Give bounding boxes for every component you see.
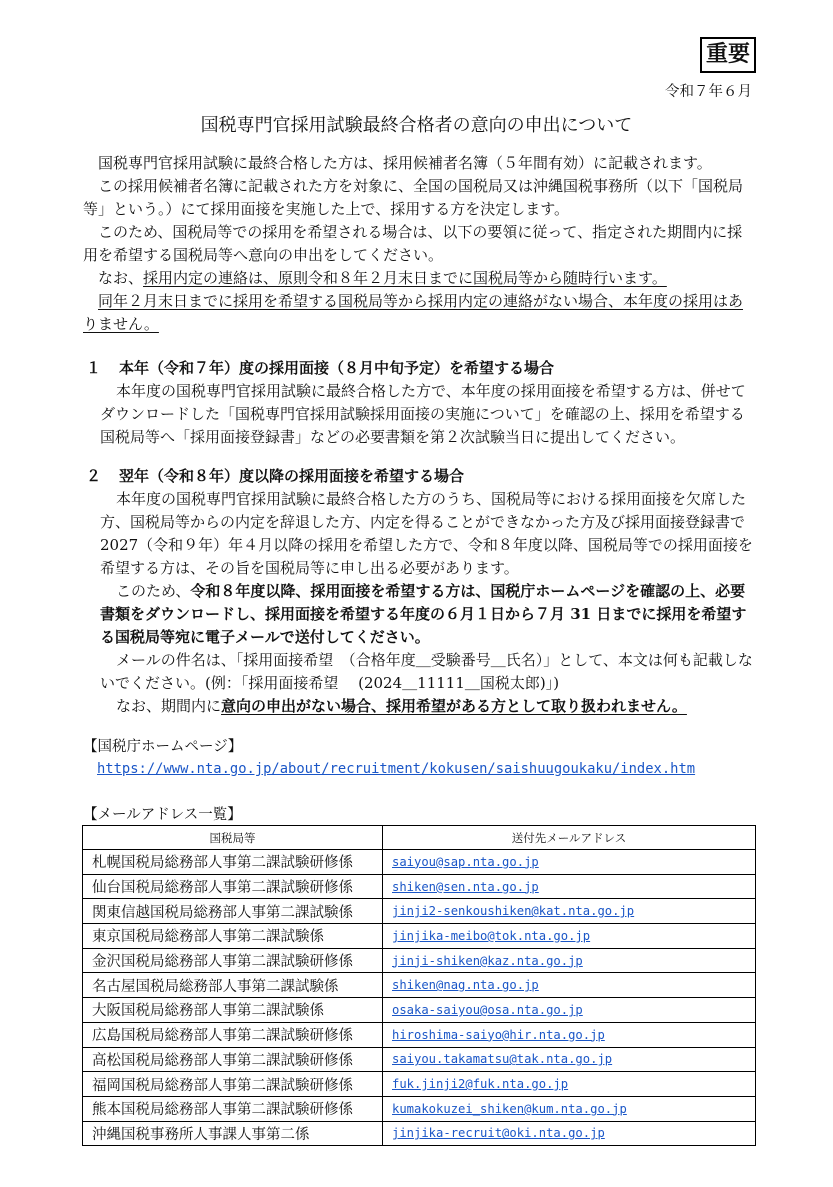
email-cell: [383, 924, 756, 949]
document-date: 令和７年６月: [665, 84, 752, 100]
bold-underlined-warning: 意向の申出がない場合、採用希望がある方として取り扱われません。: [221, 697, 687, 715]
section-paragraph: [100, 695, 755, 718]
underlined-notice: 同年２月末日までに採用を希望する国税局等から採用内定の連絡がない場合、本年度の採用はありません。: [83, 292, 744, 333]
table-row: [83, 973, 756, 998]
email-cell: [383, 1072, 756, 1097]
email-link[interactable]: jinjika-meibo@tok.nta.go.jp: [392, 928, 591, 943]
email-link[interactable]: fuk.jinji2@fuk.nta.go.jp: [392, 1077, 569, 1092]
office-name: 沖縄国税事務所人事課人事第二係: [83, 1121, 383, 1146]
column-header: 国税局等: [83, 826, 383, 850]
table-row: [83, 1022, 756, 1047]
table-row: [83, 1096, 756, 1121]
table-row: [83, 948, 756, 973]
table-row: [83, 1072, 756, 1097]
table-header-row: [83, 826, 756, 850]
email-cell: [383, 973, 756, 998]
office-name: 名古屋国税局総務部人事第二課試験係: [83, 973, 383, 998]
intro-text: なお、: [98, 269, 144, 287]
section-text: このため、: [116, 582, 191, 600]
email-cell: [383, 850, 756, 875]
homepage-label: 【国税庁ホームページ】: [83, 739, 243, 755]
section-2: [83, 465, 755, 718]
intro-paragraph: [83, 267, 755, 290]
office-name: 金沢国税局総務部人事第二課試験研修係: [83, 948, 383, 973]
email-cell: [383, 1022, 756, 1047]
underlined-notice: 採用内定の連絡は、原則令和８年２月末日までに国税局等から随時行います。: [143, 269, 667, 287]
homepage-link[interactable]: https://www.nta.go.jp/about/recruitment/kokusen/saishuugoukaku/index.htm: [97, 761, 696, 777]
section-heading: [83, 357, 755, 380]
email-link[interactable]: shiken@nag.nta.go.jp: [392, 978, 539, 993]
section-heading-text: 本年（令和７年）度の採用面接（８月中旬予定）を希望する場合: [119, 359, 555, 377]
email-cell: [383, 1047, 756, 1072]
email-link[interactable]: shiken@sen.nta.go.jp: [392, 879, 539, 894]
email-cell: [383, 1121, 756, 1146]
office-name: 大阪国税局総務部人事第二課試験係: [83, 998, 383, 1023]
section-paragraph: メールの件名は、「採用面接希望 （合格年度＿受験番号＿氏名）」として、本文は何も記載しないでください。(例：「採用面接希望 (2024＿11111＿国税太郎)」): [100, 651, 753, 692]
email-cell: [383, 1096, 756, 1121]
page-title: 国税専門官採用試験最終合格者の意向の申出について: [200, 115, 633, 136]
email-link[interactable]: jinji-shiken@kaz.nta.go.jp: [392, 953, 583, 968]
office-name: 札幌国税局総務部人事第二課試験研修係: [83, 850, 383, 875]
email-cell: [383, 948, 756, 973]
section-1: [83, 357, 755, 449]
email-link[interactable]: osaka-saiyou@osa.nta.go.jp: [392, 1002, 583, 1017]
section-heading: [83, 465, 755, 488]
email-link[interactable]: saiyou@sap.nta.go.jp: [392, 854, 539, 869]
section-number: ２: [86, 467, 102, 485]
office-name: 東京国税局総務部人事第二課試験係: [83, 924, 383, 949]
office-name: 高松国税局総務部人事第二課試験研修係: [83, 1047, 383, 1072]
office-name: 熊本国税局総務部人事第二課試験研修係: [83, 1096, 383, 1121]
office-name: 福岡国税局総務部人事第二課試験研修係: [83, 1072, 383, 1097]
bold-instruction: 令和８年度以降、採用面接を希望する方は、国税庁ホームページを確認の上、必要書類をダウンロードし、採用面接を希望する年度の６月１日から７月 31 日までに採用を希望する国税局等宛に電子メールで送付してください。: [100, 582, 747, 646]
important-badge: 重要: [700, 37, 756, 73]
mail-address-table: [82, 825, 756, 1146]
mail-list-label: 【メールアドレス一覧】: [83, 807, 242, 823]
table-row: [83, 1047, 756, 1072]
email-cell: [383, 998, 756, 1023]
email-link[interactable]: kumakokuzei_shiken@kum.nta.go.jp: [392, 1101, 627, 1116]
email-link[interactable]: saiyou.takamatsu@tak.nta.go.jp: [392, 1052, 613, 1067]
table-row: [83, 1121, 756, 1146]
section-text: なお、期間内に: [116, 697, 222, 715]
section-paragraph: 本年度の国税専門官採用試験に最終合格した方のうち、国税局等における採用面接を欠席した方、国税局等からの内定を辞退した方、内定を得ることができなかった方及び採用面接登録書で 2027（令和９年）年４月以降の採用を希望した方で、令和８年度以降、国税局等での採用面接を希望する方は、その旨を国税局等に申し出る必要があります。: [100, 490, 753, 577]
email-link[interactable]: jinjika-recruit@oki.nta.go.jp: [392, 1126, 605, 1141]
email-cell: [383, 874, 756, 899]
section-paragraph: [100, 580, 755, 649]
section-paragraph: 本年度の国税専門官採用試験に最終合格した方で、本年度の採用面接を希望する方は、併せてダウンロードした「国税専門官採用試験採用面接の実施について」を確認の上、採用を希望する国税局等へ「採用面接登録書」などの必要書類を第２次試験当日に提出してください。: [100, 382, 746, 446]
table-row: [83, 874, 756, 899]
email-link[interactable]: hiroshima-saiyo@hir.nta.go.jp: [392, 1027, 605, 1042]
email-cell: [383, 899, 756, 924]
intro-paragraph: [83, 290, 755, 336]
table-row: [83, 899, 756, 924]
office-name: 関東信越国税局総務部人事第二課試験係: [83, 899, 383, 924]
section-heading-text: 翌年（令和８年）度以降の採用面接を希望する場合: [119, 467, 465, 485]
section-number: １: [86, 359, 102, 377]
office-name: 広島国税局総務部人事第二課試験研修係: [83, 1022, 383, 1047]
office-name: 仙台国税局総務部人事第二課試験研修係: [83, 874, 383, 899]
intro-paragraph: この採用候補者名簿に記載された方を対象に、全国の国税局又は沖縄国税事務所（以下「国税局等」という。）にて採用面接を実施した上で、採用する方を決定します。: [83, 177, 744, 218]
intro-paragraph: このため、国税局等での採用を希望される場合は、以下の要領に従って、指定された期間内に採用を希望する国税局等へ意向の申出をしてください。: [83, 223, 743, 264]
table-row: [83, 924, 756, 949]
email-link[interactable]: jinji2-senkoushiken@kat.nta.go.jp: [392, 904, 635, 919]
column-header: 送付先メールアドレス: [383, 826, 756, 850]
table-row: [83, 998, 756, 1023]
intro-section: [83, 152, 755, 336]
table-row: [83, 850, 756, 875]
intro-paragraph: 国税専門官採用試験に最終合格した方は、採用候補者名簿（５年間有効）に記載されます。: [98, 154, 712, 172]
